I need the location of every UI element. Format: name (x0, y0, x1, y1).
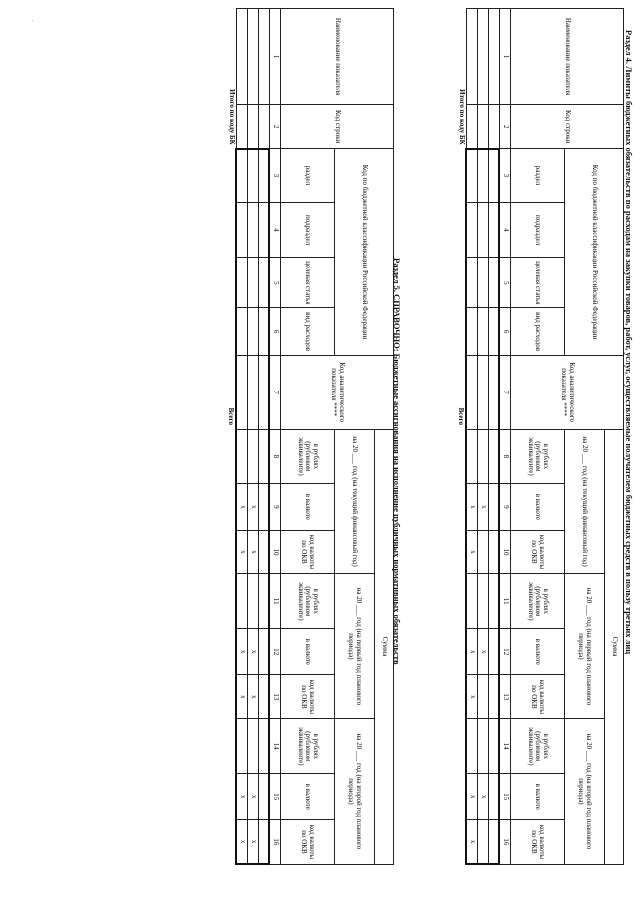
header-vid: вид расходов (281, 308, 335, 356)
header-summa: Сумма (605, 429, 624, 864)
header-rub: в рублях (рублевом эквиваленте) (511, 574, 565, 629)
col-number: 7 (500, 355, 511, 429)
x-mark: x (248, 820, 259, 864)
header-year-current: на 20 ___ год (на текущий финансовый год) (565, 429, 605, 574)
col-number: 9 (270, 484, 281, 530)
x-mark: x (248, 530, 259, 574)
col-number: 1 (500, 9, 511, 105)
header-podrazdel: подраздел (511, 202, 565, 258)
col-number: 15 (270, 774, 281, 820)
header-row-code: Код строки (281, 105, 394, 149)
col-number: 4 (500, 202, 511, 258)
table-row (489, 9, 500, 865)
header-vid: вид расходов (511, 308, 565, 356)
x-mark: x (237, 820, 248, 864)
x-mark: x (248, 484, 259, 530)
x-mark: x (478, 484, 489, 530)
x-mark: x (467, 675, 478, 719)
col-number: 3 (500, 149, 511, 202)
col-number: 15 (500, 774, 511, 820)
x-mark: x (467, 629, 478, 675)
vsego-label: Всего (457, 407, 466, 426)
col-number: 10 (270, 530, 281, 574)
header-val: в валюте (511, 629, 565, 675)
header-okv: код валюты по ОКВ (281, 675, 335, 719)
table-row (237, 9, 248, 865)
section5-table (226, 8, 395, 865)
x-mark: x (467, 484, 478, 530)
x-mark: x (467, 820, 478, 864)
header-podrazdel: подраздел (281, 202, 335, 258)
col-number: 9 (500, 484, 511, 530)
x-mark: x (248, 675, 259, 719)
header-rub: в рублях (рублевом эквиваленте) (281, 429, 335, 484)
column-number-row (500, 9, 511, 865)
section4-table (456, 8, 625, 865)
page-mark: . (30, 20, 36, 22)
x-mark: x (237, 530, 248, 574)
x-mark: x (478, 774, 489, 820)
header-year-plan2: на 20 ___ год (на второй год планового периода) (565, 719, 605, 864)
header-budget-class: Код по бюджетной классификации Российской Федерации (335, 149, 394, 356)
total-row (226, 9, 237, 865)
header-okv: код валюты по ОКВ (281, 530, 335, 574)
itogo-bk-label: Итого по коду БК (227, 89, 236, 145)
x-mark: x (248, 629, 259, 675)
header-summa: Сумма (375, 429, 394, 864)
header-row-code: Код строки (511, 105, 624, 149)
header-celevaya: целевая статья (281, 258, 335, 308)
col-number: 13 (270, 675, 281, 719)
itogo-bk-label: Итого по коду БК (457, 89, 466, 145)
section4-title: Раздел 4. Лимиты бюджетных обязательств по расходам на закупки товаров, работ, услуг, осуществляемые получателем бюджетных средств в пользу третьих лиц (624, 30, 634, 655)
x-mark: x (237, 675, 248, 719)
col-number: 6 (270, 308, 281, 356)
header-okv: код валюты по ОКВ (511, 530, 565, 574)
col-number: 16 (500, 820, 511, 864)
col-number: 11 (270, 574, 281, 629)
col-number: 7 (270, 355, 281, 429)
header-analytic: Код аналитического показателя **** (511, 355, 624, 429)
header-val: в валюте (281, 484, 335, 530)
header-val: в валюте (511, 774, 565, 820)
col-number: 4 (270, 202, 281, 258)
x-mark: x (237, 629, 248, 675)
col-number: 14 (500, 719, 511, 774)
x-mark: x (478, 629, 489, 675)
header-val: в валюте (281, 629, 335, 675)
header-rub: в рублях (рублевом эквиваленте) (511, 429, 565, 484)
col-number: 2 (500, 105, 511, 149)
x-mark: x (467, 774, 478, 820)
header-year-current: на 20 ___ год (на текущий финансовый год) (335, 429, 375, 574)
section5-title: Раздел 5. СПРАВОЧНО: Бюджетные ассигнования на исполнение публичных нормативных обязательств (392, 258, 402, 665)
col-number: 8 (270, 429, 281, 484)
x-mark: x (248, 774, 259, 820)
x-mark: x (237, 774, 248, 820)
header-celevaya: целевая статья (511, 258, 565, 308)
x-mark: x (237, 484, 248, 530)
header-razdel: раздел (511, 149, 565, 202)
total-row (456, 9, 467, 865)
col-number: 12 (270, 629, 281, 675)
header-razdel: раздел (281, 149, 335, 202)
table-row (259, 9, 270, 865)
table-row (248, 9, 259, 865)
table-row (467, 9, 478, 865)
header-year-plan1: на 20 ___ год (на первый год планового периода) (565, 574, 605, 719)
header-okv: код валюты по ОКВ (281, 820, 335, 864)
header-rub: в рублях (рублевом эквиваленте) (281, 574, 335, 629)
col-number: 10 (500, 530, 511, 574)
header-val: в валюте (511, 484, 565, 530)
x-mark: x (467, 530, 478, 574)
col-number: 13 (500, 675, 511, 719)
header-budget-class: Код по бюджетной классификации Российской Федерации (565, 149, 624, 356)
col-number: 6 (500, 308, 511, 356)
header-okv: код валюты по ОКВ (511, 820, 565, 864)
header-rub: в рублях (рублевом эквиваленте) (281, 719, 335, 774)
header-name: Наименование показателя (281, 9, 394, 105)
col-number: 8 (500, 429, 511, 484)
vsego-label: Всего (227, 407, 236, 426)
col-number: 3 (270, 149, 281, 202)
col-number: 5 (500, 258, 511, 308)
header-okv: код валюты по ОКВ (511, 675, 565, 719)
col-number: 14 (270, 719, 281, 774)
col-number: 2 (270, 105, 281, 149)
table-row (478, 9, 489, 865)
header-name: Наименование показателя (511, 9, 624, 105)
header-val: в валюте (281, 774, 335, 820)
col-number: 5 (270, 258, 281, 308)
col-number: 1 (270, 9, 281, 105)
header-rub: в рублях (рублевом эквиваленте) (511, 719, 565, 774)
header-analytic: Код аналитического показателя **** (281, 355, 394, 429)
column-number-row (270, 9, 281, 865)
header-year-plan2: на 20 ___ год (на второй год планового периода) (335, 719, 375, 864)
col-number: 12 (500, 629, 511, 675)
header-year-plan1: на 20 ___ год (на первый год планового периода) (335, 574, 375, 719)
col-number: 11 (500, 574, 511, 629)
col-number: 16 (270, 820, 281, 864)
